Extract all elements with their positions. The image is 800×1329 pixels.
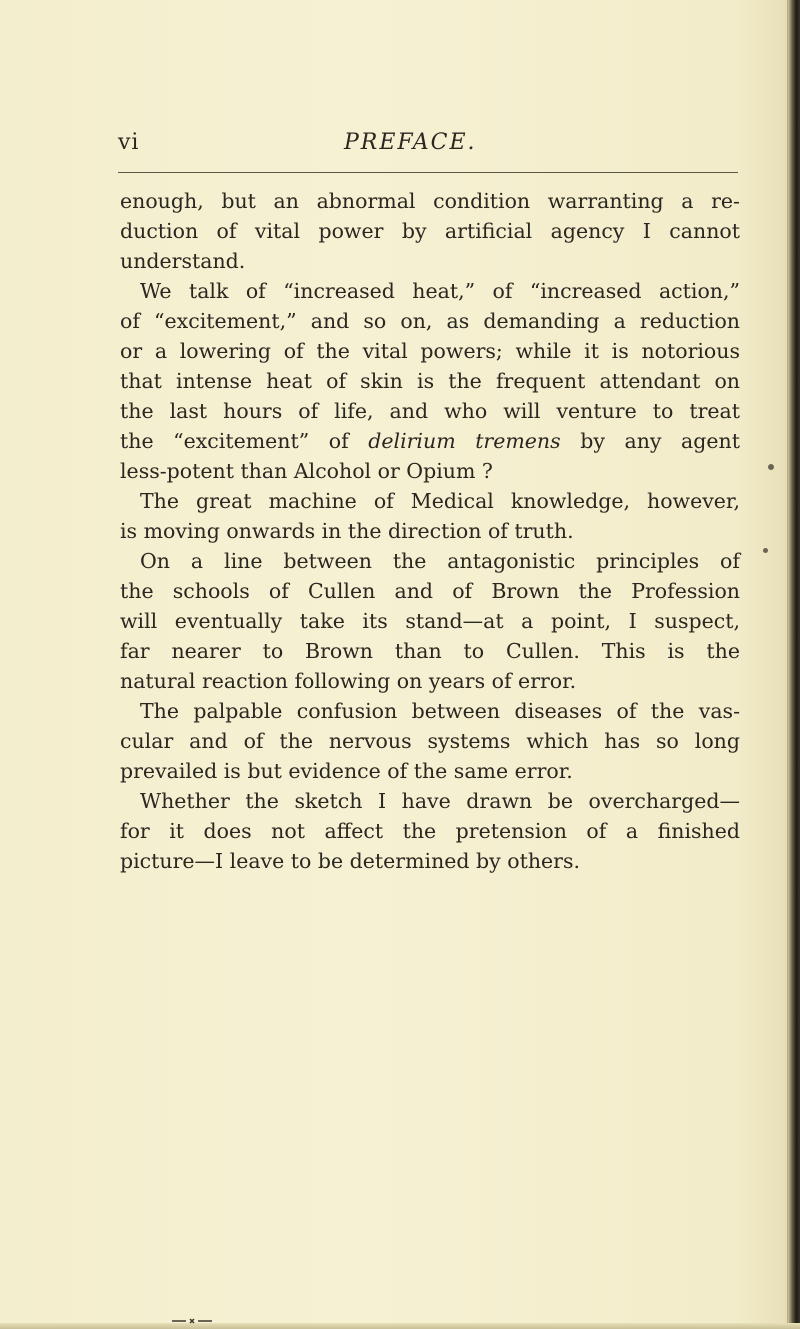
- header-rule: [118, 172, 738, 173]
- running-head: [118, 130, 738, 164]
- text-fragment: the “excitement” of: [120, 429, 349, 453]
- text-line-italic: [120, 426, 740, 456]
- text-line: far nearer to Brown than to Cullen. This is the: [120, 639, 740, 663]
- margin-speck: [763, 548, 768, 553]
- printer-flourish-ornament: [172, 1318, 212, 1324]
- text-line: prevailed is but evidence of the same error.: [120, 759, 573, 783]
- text-line: duction of vital power by artificial agency I cannot: [120, 219, 740, 243]
- margin-speck: [768, 464, 774, 470]
- body-text: [120, 186, 740, 876]
- text-line: On a line between the antagonistic principles of: [140, 549, 740, 573]
- text-line: We talk of “increased heat,” of “increased action,”: [140, 279, 740, 303]
- text-line: will eventually take its stand—at a point, I suspect,: [120, 609, 740, 633]
- text-line: The palpable confusion between diseases of the vas-: [140, 699, 740, 723]
- text-line: that intense heat of skin is the frequent attendant on: [120, 369, 740, 393]
- text-line: is moving onwards in the direction of truth.: [120, 519, 574, 543]
- text-line: cular and of the nervous systems which has so long: [120, 729, 740, 753]
- text-line: or a lowering of the vital powers; while it is notorious: [120, 339, 740, 363]
- text-line: for it does not affect the pretension of a finished: [120, 819, 740, 843]
- text-fragment: by any agent: [580, 429, 740, 453]
- text-line: picture—I leave to be determined by others.: [120, 849, 581, 873]
- text-line: the last hours of life, and who will venture to treat: [120, 399, 740, 423]
- text-line: understand.: [120, 249, 246, 273]
- text-line: The great machine of Medical knowledge, however,: [140, 489, 740, 513]
- page-number: vi: [118, 130, 140, 155]
- text-line: enough, but an abnormal condition warranting a re-: [120, 189, 740, 213]
- running-title: PREFACE.: [344, 130, 477, 155]
- italic-term: delirium tremens: [368, 429, 561, 453]
- binding-shadow: [788, 0, 800, 1329]
- text-line: the schools of Cullen and of Brown the Profession: [120, 579, 740, 603]
- text-line: less-potent than Alcohol or Opium ?: [120, 459, 493, 483]
- text-line: Whether the sketch I have drawn be overcharged—: [140, 789, 740, 813]
- text-line: natural reaction following on years of error.: [120, 669, 577, 693]
- text-line: of “excitement,” and so on, as demanding a reduction: [120, 309, 740, 333]
- page-bottom-edge: [0, 1323, 800, 1329]
